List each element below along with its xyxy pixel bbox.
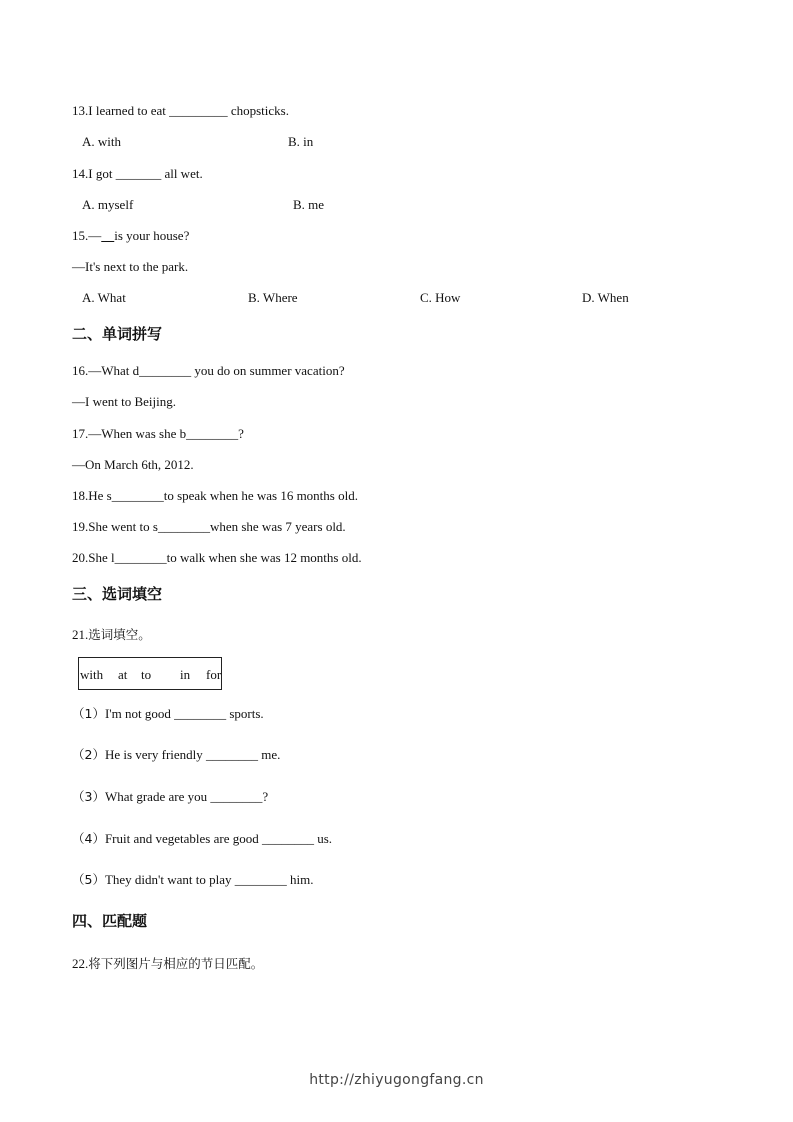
question-15-stem	[72, 228, 189, 244]
question-22-stem	[72, 956, 263, 972]
question-15-option-c: C. How	[420, 290, 461, 305]
question-21-instruction: 选词填空。	[88, 627, 151, 642]
question-14-option-b: B. me	[293, 197, 325, 212]
question-13-option-a: A. with	[82, 134, 121, 149]
question-15-suffix: is your house?	[114, 228, 190, 243]
word-bank-word: in	[180, 667, 191, 682]
question-15-option-b: B. Where	[248, 290, 298, 305]
item-text: I'm not good ________ sports.	[104, 706, 264, 721]
item-text: He is very friendly ________ me.	[104, 747, 281, 762]
question-21-stem	[72, 627, 151, 643]
question-21-number: 21.	[72, 627, 89, 642]
question-21-item	[72, 789, 268, 805]
question-16-stem: 16.—What d________ you do on summer vacation?	[72, 363, 345, 378]
question-18-stem: 18.He s________to speak when he was 16 months old.	[72, 488, 358, 503]
question-15-answer: —It's next to the park.	[72, 259, 189, 274]
item-number: （5）	[72, 872, 105, 887]
word-bank-box	[78, 657, 222, 690]
section-3-heading: 三、选词填空	[72, 585, 163, 603]
question-22-number: 22.	[72, 956, 89, 971]
question-16-answer: —I went to Beijing.	[72, 394, 176, 409]
question-15-prefix: 15.—	[72, 228, 102, 243]
section-2-heading: 二、单词拼写	[72, 325, 163, 343]
word-bank-word: with	[80, 667, 104, 682]
question-21-item	[72, 706, 264, 722]
question-21-item	[72, 747, 280, 763]
item-number: （4）	[72, 831, 105, 846]
question-20-stem: 20.She l________to walk when she was 12 months old.	[72, 550, 362, 565]
item-text: They didn't want to play ________ him.	[104, 872, 314, 887]
question-15-option-d: D. When	[582, 290, 629, 305]
footer-url: http://zhiyugongfang.cn	[309, 1072, 484, 1088]
item-number: （2）	[72, 747, 105, 762]
item-text: What grade are you ________?	[104, 789, 269, 804]
section-4-heading: 四、匹配题	[72, 912, 148, 930]
item-number: （3）	[72, 789, 105, 804]
item-number: （1）	[72, 706, 105, 721]
question-22-instruction: 将下列图片与相应的节日匹配。	[88, 956, 264, 971]
word-bank-word: to	[141, 667, 152, 682]
question-15-blank	[101, 228, 114, 243]
question-19-stem: 19.She went to s________when she was 7 years old.	[72, 519, 346, 534]
question-15-option-a: A. What	[82, 290, 126, 305]
question-21-item	[72, 872, 313, 888]
question-17-answer: —On March 6th, 2012.	[72, 457, 194, 472]
word-bank-word: for	[206, 667, 222, 682]
question-14-stem: 14.I got _______ all wet.	[72, 166, 203, 181]
question-14-option-a: A. myself	[82, 197, 134, 212]
word-bank-word: at	[118, 667, 128, 682]
question-13-option-b: B. in	[288, 134, 314, 149]
question-13-stem: 13.I learned to eat _________ chopsticks.	[72, 103, 289, 118]
question-17-stem: 17.—When was she b________?	[72, 426, 244, 441]
question-21-item	[72, 831, 332, 847]
item-text: Fruit and vegetables are good ________ us.	[104, 831, 333, 846]
